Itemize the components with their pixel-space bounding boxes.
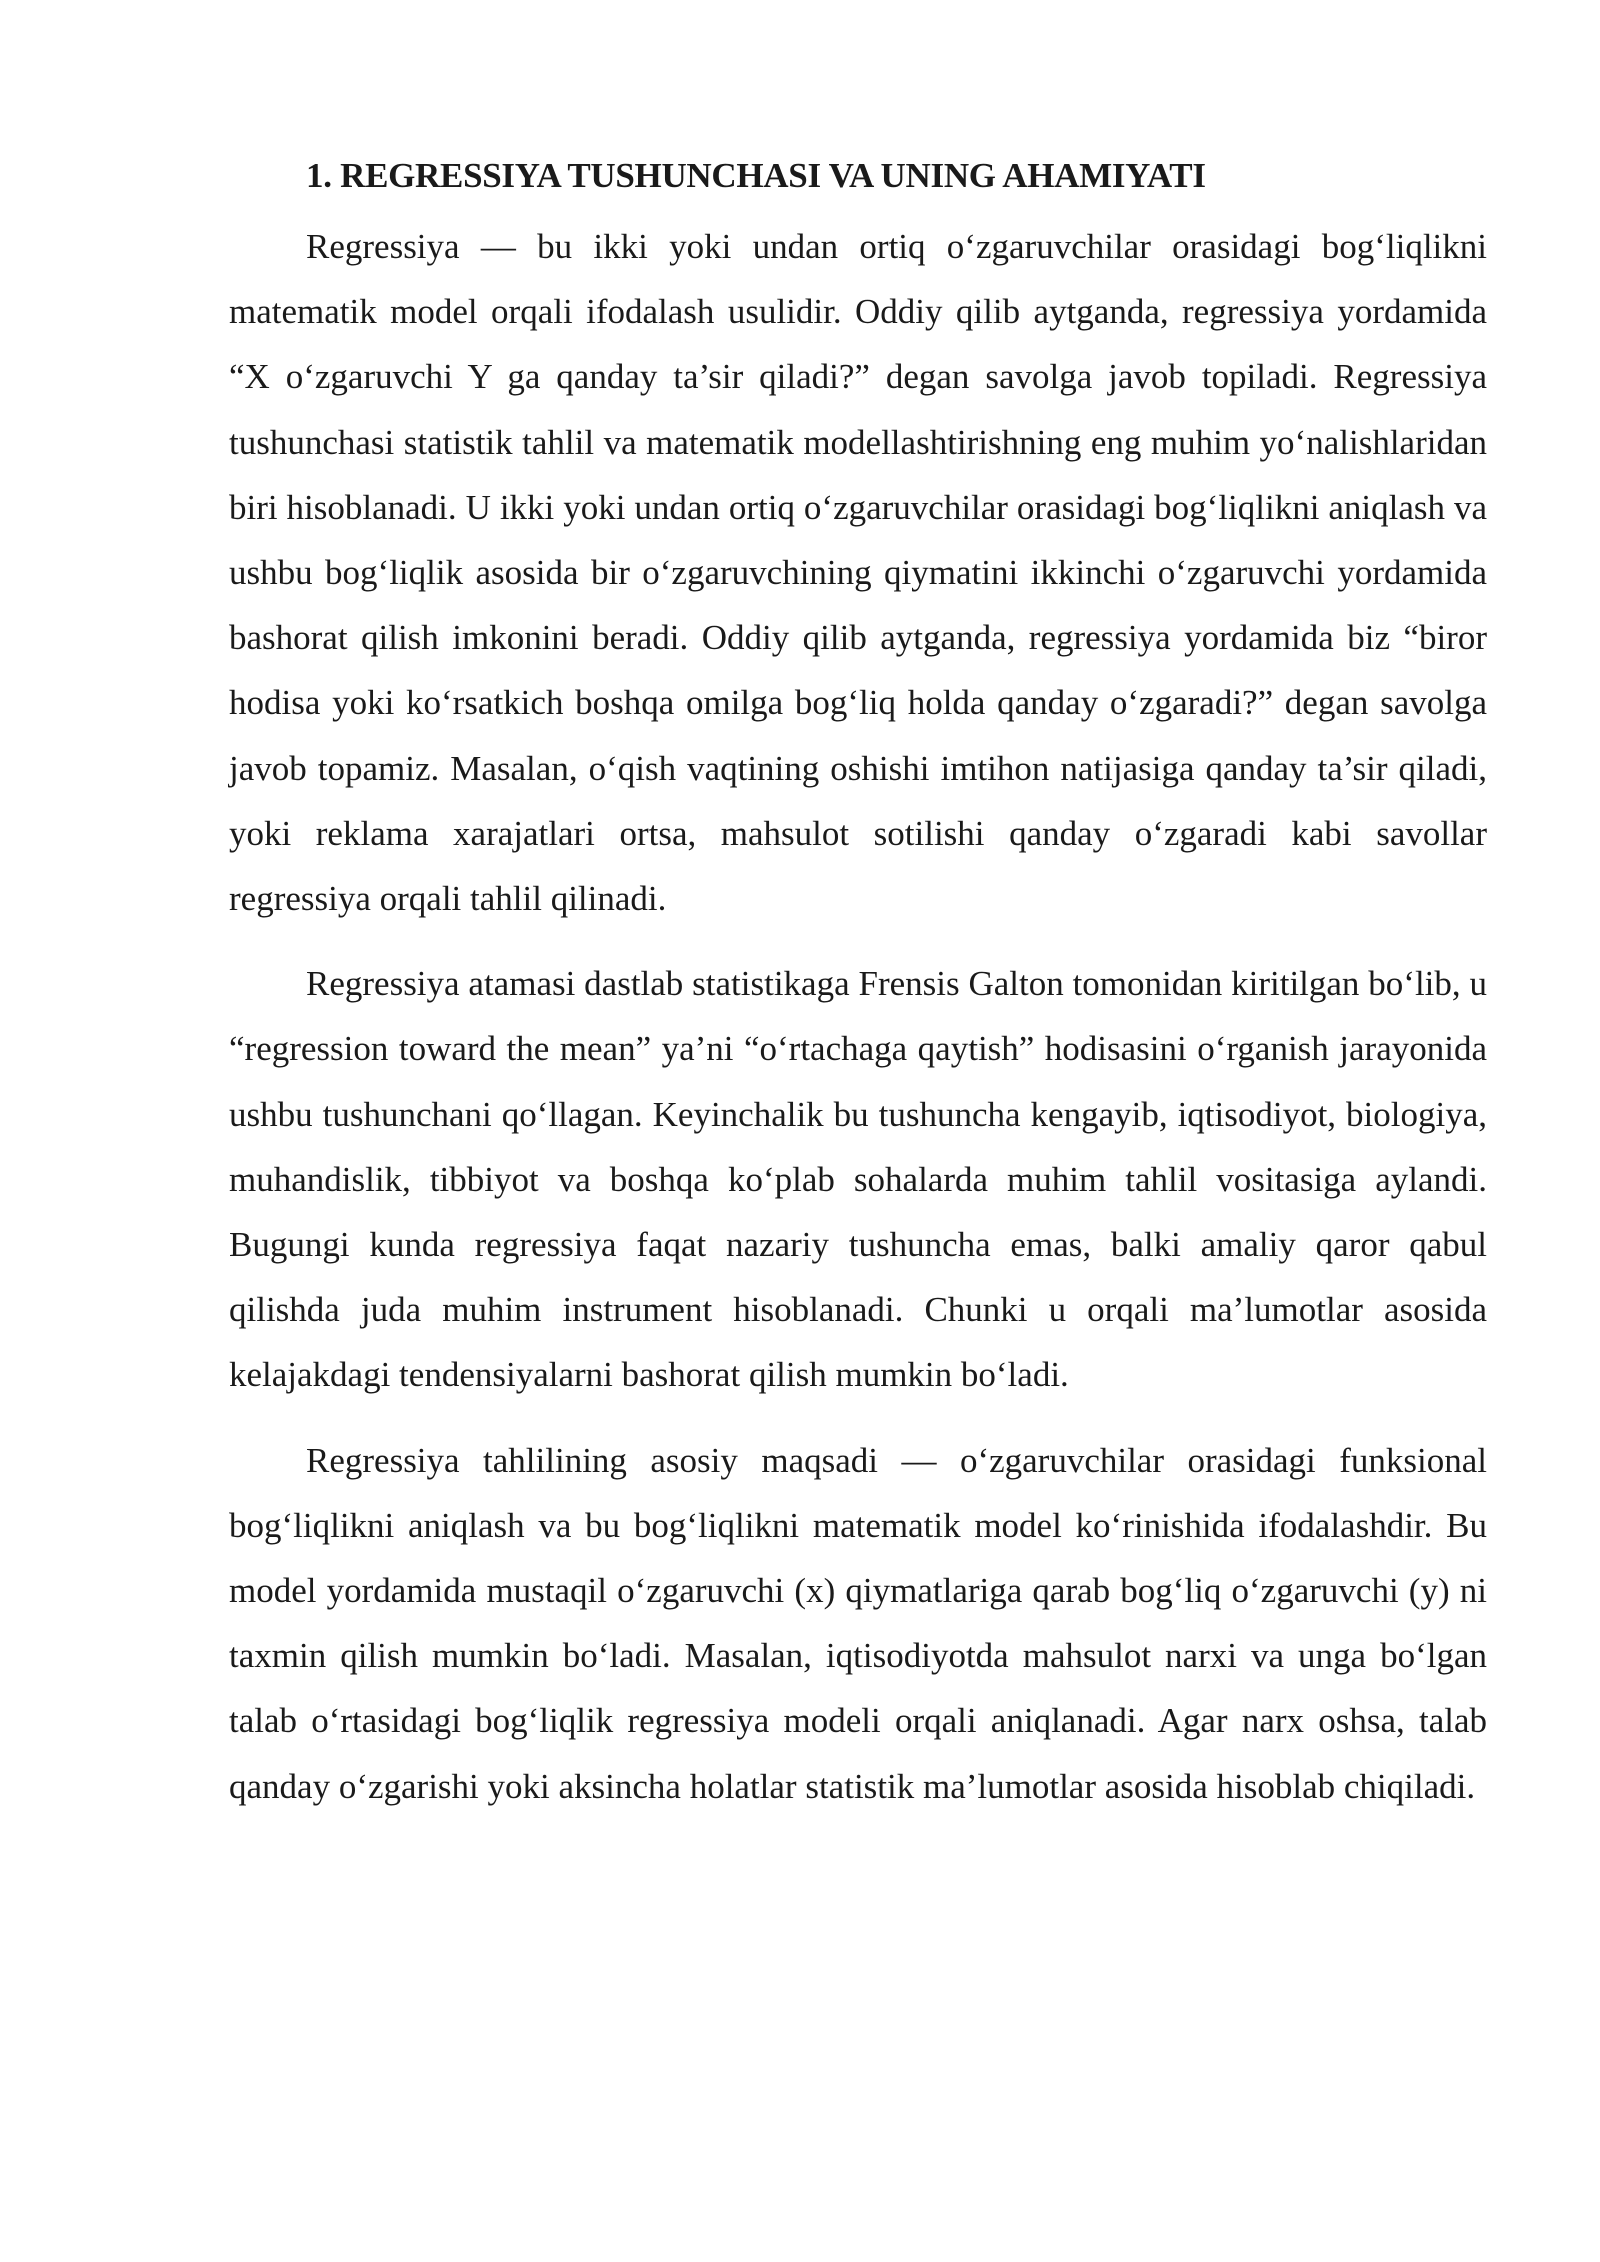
paragraph-2: Regressiya atamasi dastlab statistikaga Frensis Galton tomonidan kiritilgan bo‘lib, u “regression toward the mean” ya’ni “o‘rtachaga qaytish” hodisasini o‘rganish jarayonida ushbu tushunchani qo‘llagan. Keyinchalik bu tushuncha kengayib, iqtisodiyot, biologiya, muhandislik, tibbiyot va boshqa ko‘plab sohalarda muhim tahlil vositasiga aylandi. Bugungi kunda regressiya faqat nazariy tushuncha emas, balki amaliy qaror qabul qilishda juda muhim instrument hisoblanadi. Chunki u orqali ma’lumotlar asosida kelajakdagi tendensiyalarni bashorat qilish mumkin bo‘ladi. — [229, 964, 1487, 1395]
paragraph-3: Regressiya tahlilining asosiy maqsadi — o‘zgaruvchilar orasidagi funksional bog‘liqlikni aniqlash va bu bog‘liqlikni matematik model ko‘rinishida ifodalashdir. Bu model yordamida mustaqil o‘zgaruvchi (x) qiymatlariga qarab bog‘liq o‘zgaruvchi (y) ni taxmin qilish mumkin bo‘ladi. Masalan, iqtisodiyotda mahsulot narxi va unga bo‘lgan talab o‘rtasidagi bog‘liqlik regressiya modeli orqali aniqlanadi. Agar narx oshsa, talab qanday o‘zgarishi yoki aksincha holatlar statistik ma’lumotlar asosida hisoblab chiqiladi. — [229, 1440, 1487, 1806]
paragraph-1-justified-line: matematik model orqali ifodalash usulidir. — [229, 292, 842, 332]
paragraph-1-rest: Oddiy qilib aytganda, regressiya yordamida “X o‘zgaruvchi Y ga qanday ta’sir qiladi?” degan savolga javob topiladi. Regressiya tushunchasi statistik tahlil va matematik modellashtirishning eng muhim yo‘nalishlaridan biri hisoblanadi. U ikki yoki undan ortiq o‘zgaruvchilar orasidagi bog‘liqlikni aniqlash va ushbu bog‘liqlik asosida bir o‘zgaruvchining qiymatini ikkinchi o‘zgaruvchi yordamida bashorat qilish imkonini beradi. Oddiy qilib aytganda, regressiya yordamida biz “biror hodisa yoki ko‘rsatkich boshqa omilga bog‘liq holda qanday o‘zgaradi?” degan savolga javob topamiz. Masalan, o‘qish vaqtining oshishi imtihon natijasiga qanday ta’sir qiladi, yoki reklama xarajatlari ortsa, mahsulot sotilishi qanday o‘zgaradi kabi savollar regressiya orqali tahlil qilinadi. — [229, 292, 1487, 919]
paragraph-1-first-line: Regressiya — bu ikki yoki undan ortiq o‘zgaruvchilar orasidagi bog‘liqlikni — [306, 227, 1487, 266]
document-page — [229, 150, 1487, 1839]
paragraph-1 — [229, 214, 1487, 931]
section-heading: 1. REGRESSIYA TUSHUNCHASI VA UNING AHAMIYATI — [306, 156, 1206, 195]
